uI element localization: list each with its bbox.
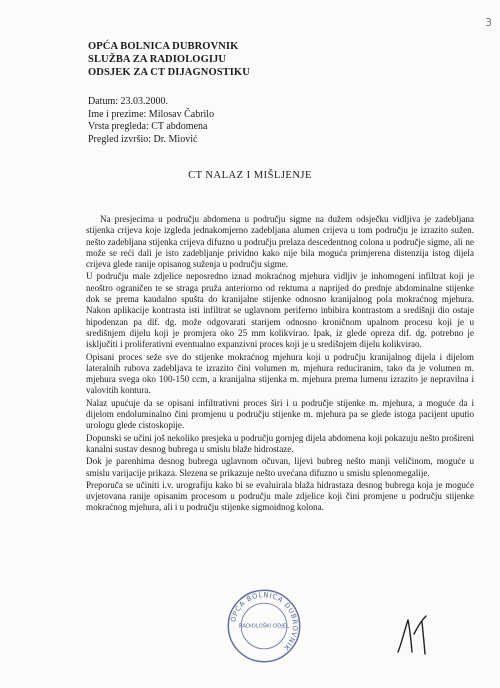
header-line-service: SLUŽBA ZA RADIOLOGIJU xyxy=(88,54,227,65)
stamp-inner-text: RADIOLOŠKI ODJEL xyxy=(238,623,290,630)
institution-header xyxy=(88,40,250,79)
stamp-outer-text: OPĆA BOLNICA DUBROVNIK xyxy=(229,590,300,653)
patient-meta xyxy=(88,96,214,146)
paragraph: Dopunski se učini još nekoliko presjeka u području gornjeg dijela abdomena koji pokazuju nešto prošireni kanalni sustav desnog bubrega u smislu blaže hidrostaze. xyxy=(86,432,474,454)
meta-doctor: Pregled izvršio: Dr. Miović xyxy=(88,133,198,145)
hospital-stamp xyxy=(226,588,302,664)
page-number: 3 xyxy=(485,16,492,29)
report-title: CT NALAZ I MIŠLJENJE xyxy=(188,170,312,181)
paragraph: Opisani proces seže sve do stijenke mokraćnog mjehura koji u području kranijalnog dijela i dijelom lateralnih rubova zadebljava te izrazito čini volumen m. mjehura reduciranim, tako da je volumen m. mjehura svega oko 100-150 ccm, a kranijalna stijenka m. mjehura prema lumenu izrazito je nepravilna i valovitih kontura. xyxy=(86,351,474,396)
report-body xyxy=(86,214,474,514)
paragraph: Dok je parenhima desnog bubrega uglavnom očuvan, lijevi bubreg nešto manji veličinom, moguće u smislu varijacije prikaza. Slezena se prikazuje nešto uvećana difuzno u smislu splenomegalije. xyxy=(86,456,474,478)
meta-patient-name: Ime i prezime: Milosav Čabrilo xyxy=(88,108,215,120)
signature xyxy=(392,612,438,658)
meta-date: Datum: 23.03.2000. xyxy=(88,96,168,107)
header-line-department: ODSJEK ZA CT DIJAGNOSTIKU xyxy=(88,67,250,78)
paragraph: U području male zdjelice neposredno iznad mokraćnog mjehura vidljiv je inhomogeni infiltrat koji je neoštro ograničen te se straga pruža anteriorno od rektuma a naprijed do prednje abdominalne stijenke dok se prema kaudalno spušta do kranijalne stijenke odnosno kranijalnog pola mokraćnog mjehura. Nakon aplikacije kontrasta isti infiltrat se uglavnom periferno inbibira kontrastom a središnji dio ostaje hipodenzan pa dif. dg. može odgovarati starijem odnosno kroničnom upalnom procesu koji je u središnjem dijelu koji je promjera oko 25 mm kolikvirao. Ipak, iz glede opreza dif. dg. potrebno je isključiti i proliferativni eventualno expanzivni proces koji je u središnjem dijelu kolikvirao. xyxy=(86,271,474,350)
paragraph: Na presjecima u području abdomena u području sigme na dužem odsječku vidljiva je zadebljana stijenka crijeva koje izgleda jednakomjerno zadebljana alumen crijeva u tom području je izrazito sužen. nešto zadebljana stijenka crijeva difuzno u području prelaza descedentnog colona u područje sigme, ali ne može se reći dali je isto zadebljanje prividno kako nije bila moguća primjerena distenzija istog dijela crijeva glede ranije opisanog suženja u području sigme. xyxy=(86,214,474,270)
paragraph: Preporuča se učiniti i.v. urografiju kako bi se evaluirala blaža hidrastaza desnog bubrega koja je moguće uvjetovana ranije opisanim procesom u području male zdjelice koji čini promjene u području stijenke mokraćnog mjehura, ali i u području stijenke sigmoidnog kolona. xyxy=(86,479,474,513)
paragraph: Nalaz upućuje da se opisani infiltrativni proces širi i u područje stijenke m. mjehura, a moguće da i dijelom endoluminalno čini promjenu u području stijenke m. mjehura pa se glede istoga pacijent uputio urologu glede cistoskopije. xyxy=(86,397,474,431)
header-line-hospital: OPĆA BOLNICA DUBROVNIK xyxy=(88,41,239,52)
meta-exam-type: Vrsta pregleda: CT abdomena xyxy=(88,121,208,132)
